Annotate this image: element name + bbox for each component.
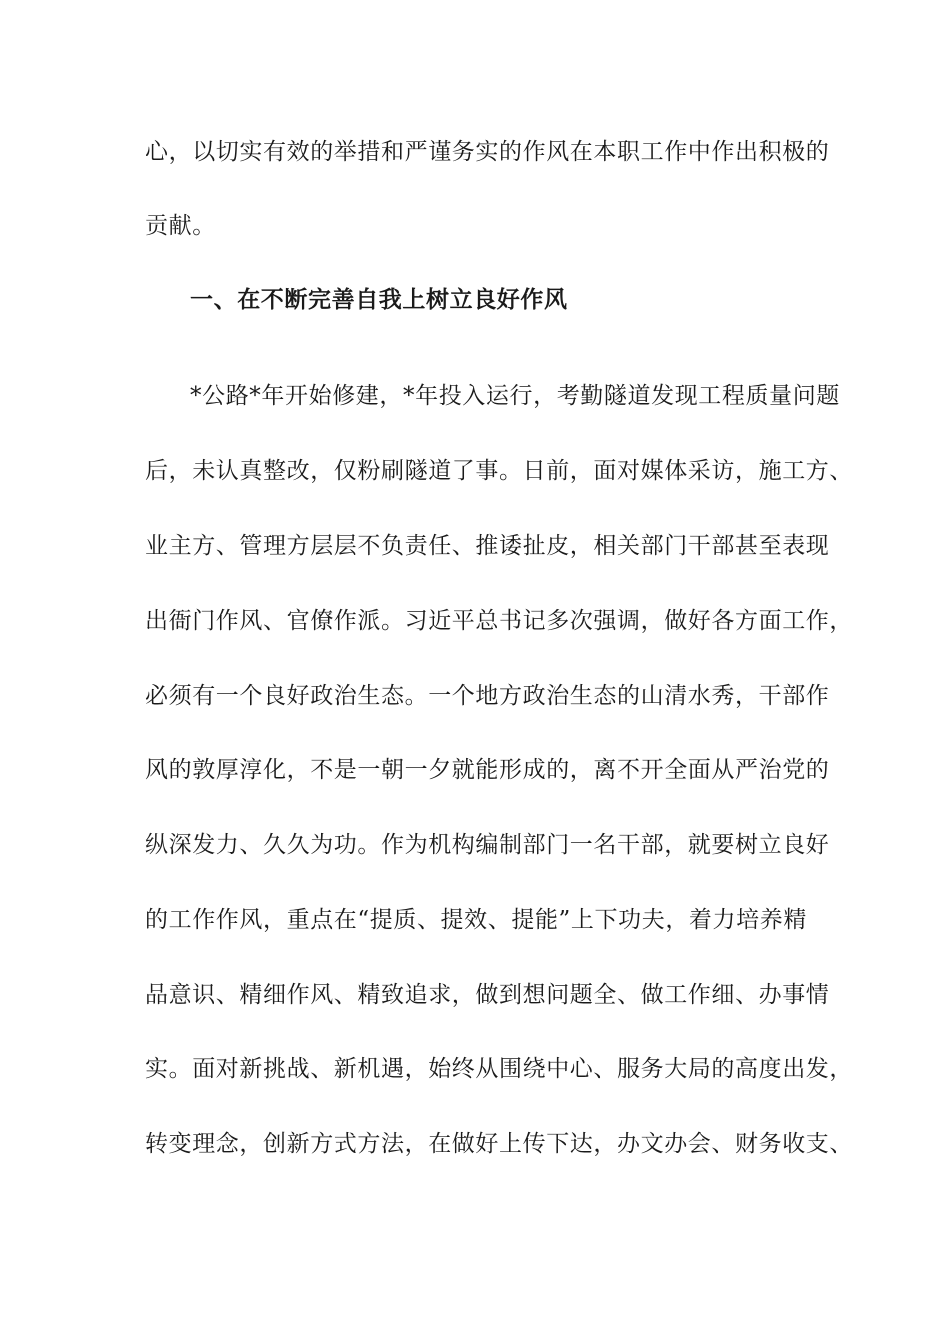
paragraph-line: 实。面对新挑战、新机遇，始终从围绕中心、服务大局的高度出发， — [145, 1056, 853, 1082]
paragraph-line: 风的敦厚淳化，不是一朝一夕就能形成的，离不开全面从严治党的 — [145, 757, 830, 783]
section-heading: 一、在不断完善自我上树立良好作风 — [190, 286, 568, 313]
paragraph-line: 业主方、管理方层层不负责任、推诿扯皮，相关部门干部甚至表现 — [145, 533, 830, 559]
paragraph-line: 后，未认真整改，仅粉刷隧道了事。日前，面对媒体采访，施工方、 — [145, 458, 853, 484]
paragraph-line: 必须有一个良好政治生态。一个地方政治生态的山清水秀，干部作 — [145, 683, 830, 709]
paragraph-line: 心，以切实有效的举措和严谨务实的作风在本职工作中作出积极的 — [145, 139, 830, 165]
paragraph-line: 出衙门作风、官僚作派。习近平总书记多次强调，做好各方面工作， — [145, 608, 853, 634]
paragraph-line: 品意识、精细作风、精致追求，做到想问题全、做工作细、办事情 — [145, 982, 830, 1008]
paragraph-line: *公路*年开始修建，*年投入运行，考勤隧道发现工程质量问题 — [190, 383, 840, 409]
paragraph-line: 贡献。 — [145, 213, 216, 239]
paragraph-line: 转变理念，创新方式方法，在做好上传下达，办文办会、财务收支、 — [145, 1131, 853, 1157]
paragraph-line: 纵深发力、久久为功。作为机构编制部门一名干部，就要树立良好 — [145, 832, 830, 858]
paragraph-line: 的工作作风，重点在“提质、提效、提能”上下功夫，着力培养精 — [145, 907, 807, 933]
